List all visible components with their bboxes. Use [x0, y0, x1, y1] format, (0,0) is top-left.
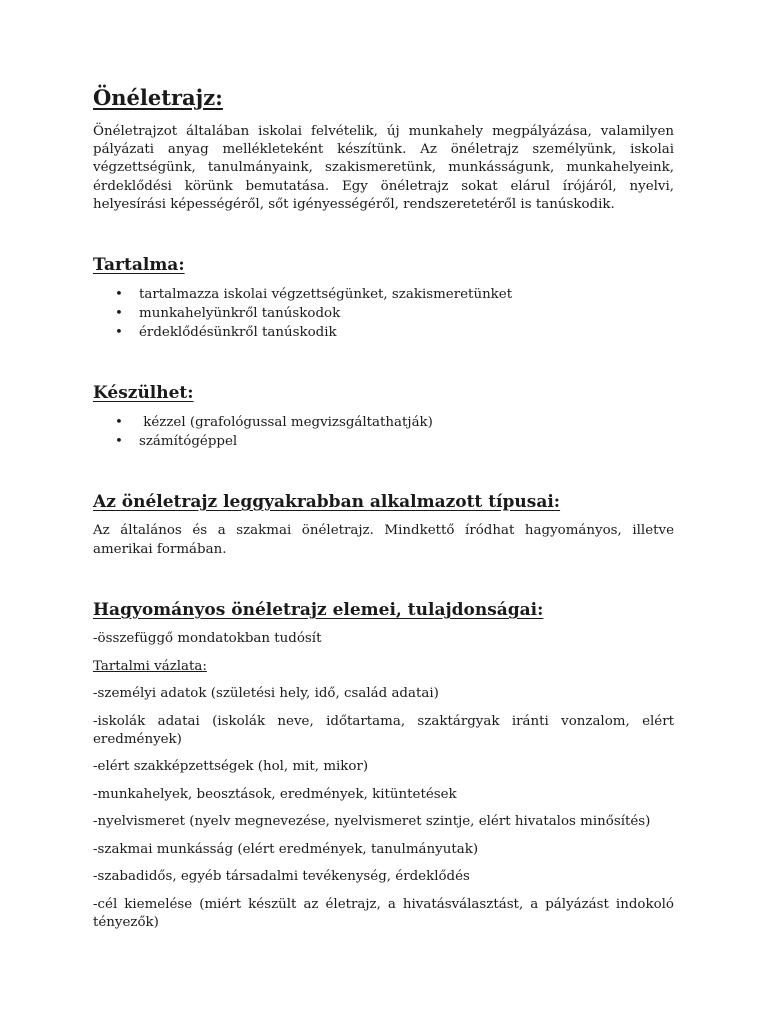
bullet-icon: •: [115, 415, 123, 431]
list-item: • számítógéppel: [115, 434, 238, 450]
line-item: -elért szakképzettségek (hol, mit, mikor): [93, 759, 369, 775]
tipusai-paragraph: Az általános és a szakmai önéletrajz. Mindkettő íródhat hagyományos, illetve amerikai formában.: [93, 523, 674, 557]
list-item: • tartalmazza iskolai végzettségünket, szakismeretünket: [115, 287, 513, 303]
section-tartalma: [93, 254, 674, 342]
heading-keszulhet: Készülhet:: [93, 383, 194, 404]
line-item: -személyi adatok (születési hely, idő, család adatai): [93, 686, 439, 702]
section-tipusai: [93, 491, 674, 559]
line-item: -cél kiemelése (miért készült az életrajz, a hivatásválasztást, a pályázást indokoló tényezők): [93, 896, 674, 930]
line-item: -nyelvismeret (nyelv megnevezése, nyelvismeret szintje, elért hivatalos minősítés): [93, 814, 651, 830]
list-item: • kézzel (grafológussal megvizsgáltathatják): [115, 415, 433, 431]
heading-hagyomanyos: Hagyományos önéletrajz elemei, tulajdonságai:: [93, 600, 544, 621]
line-item: -összefüggő mondatokban tudósít: [93, 631, 322, 647]
bullet-icon: •: [115, 306, 123, 322]
intro-paragraph: Önéletrajzot általában iskolai felvételik, új munkahely megpályázása, valamilyen pályázati anyag mellékleteként készítünk. Az önéletrajz személyünk, iskolai végzettségünk, tanulmányaink, szakismeretünk, munkásságunk, munkahelyeink, érdeklődési körünk bemutatása. Egy önéletrajz sokat elárul írójáról, nyelvi, helyesírási képességéről, sőt igényességéről, rendszeretetéről is tanúskodik.: [93, 124, 674, 212]
list-item: • érdeklődésünkről tanúskodik: [115, 325, 337, 341]
subheading-tartalmi-vazlata: Tartalmi vázlata:: [93, 658, 207, 674]
list-keszulhet: [93, 413, 674, 451]
list-item: • munkahelyünkről tanúskodok: [115, 306, 341, 322]
list-tartalma: [93, 285, 674, 342]
section-keszulhet: [93, 382, 674, 451]
line-item: -szabadidős, egyéb társadalmi tevékenység, érdeklődés: [93, 869, 470, 885]
bullet-icon: •: [115, 434, 123, 450]
document-title: Önéletrajz:: [93, 85, 223, 110]
bullet-icon: •: [115, 325, 123, 341]
line-item: -munkahelyek, beosztások, eredmények, kitüntetések: [93, 786, 457, 802]
hagyomanyos-lines: [93, 630, 674, 932]
line-item: -iskolák adatai (iskolák neve, időtartama, szaktárgyak iránti vonzalom, elért eredmények): [93, 713, 674, 747]
bullet-icon: •: [115, 287, 123, 303]
line-item: -szakmai munkásság (elért eredmények, tanulmányutak): [93, 841, 479, 857]
section-hagyomanyos: [93, 599, 674, 932]
heading-tipusai: Az önéletrajz leggyakrabban alkalmazott típusai:: [93, 492, 561, 513]
heading-tartalma: Tartalma:: [93, 255, 185, 276]
